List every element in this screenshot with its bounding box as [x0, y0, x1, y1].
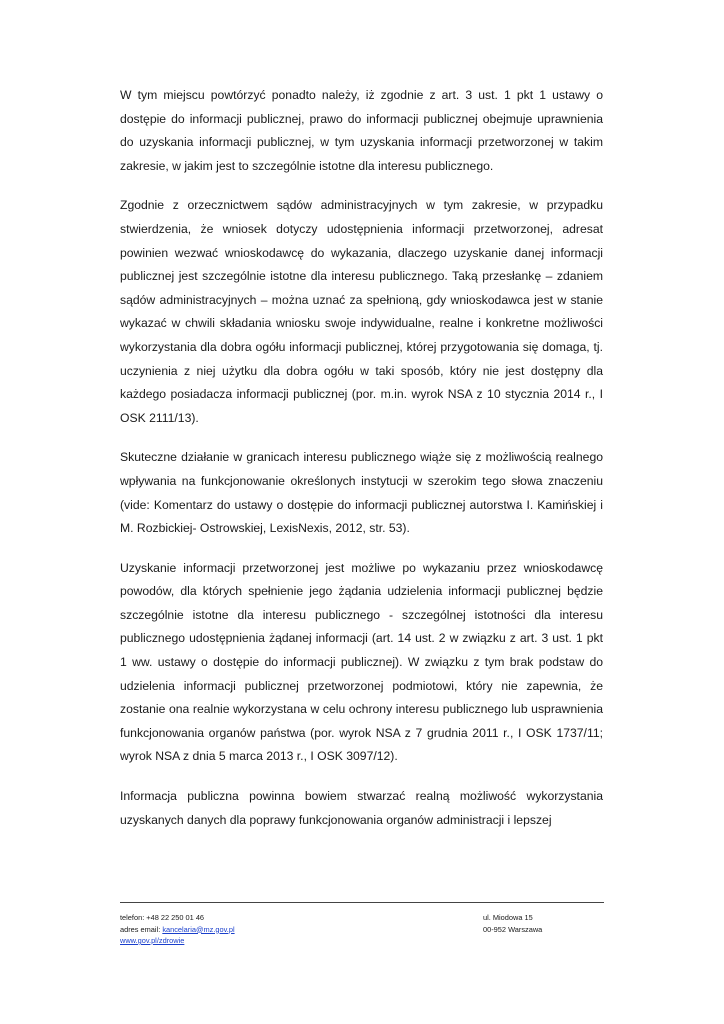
footer-website-link[interactable]: www.gov.pl/zdrowie [120, 936, 185, 945]
footer-phone: telefon: +48 22 250 01 46 [120, 913, 205, 922]
document-body [120, 84, 603, 848]
footer-email-line [120, 924, 420, 936]
paragraph-1: W tym miejscu powtórzyć ponadto należy, iż zgodnie z art. 3 ust. 1 pkt 1 ustawy o dostępie do informacji publicznej, prawo do informacji publicznej obejmuje uprawnienia do uzyskania informacji publicznej, w tym uzyskania informacji przetworzonej w takim zakresie, w jakim jest to szczególnie istotne dla interesu publicznego. [120, 88, 603, 173]
paragraph-5: Informacja publiczna powinna bowiem stwarzać realną możliwość wykorzystania uzyskanych danych dla poprawy funkcjonowania organów administracji i lepszej [120, 789, 603, 827]
footer-contact [120, 912, 420, 947]
paragraph-2: Zgodnie z orzecznictwem sądów administracyjnych w tym zakresie, w przypadku stwierdzenia, że wniosek dotyczy udostępnienia informacji przetworzonej, adresat powinien wezwać wnioskodawcę do wykazania, dlaczego uzyskanie danej informacji publicznej jest szczególnie istotne dla interesu publicznego. Taką przesłankę – zdaniem sądów administracyjnych – można uznać za spełnioną, gdy wnioskodawca jest w stanie wykazać w chwili składania wniosku swoje indywidualne, realne i konkretne możliwości wykorzystania dla dobra ogółu informacji publicznej, której przygotowania się domaga, tj. uczynienia z niej użytku dla dobra ogółu w taki sposób, który nie jest dostępny dla każdego posiadacza informacji publicznej (por. m.in. wyrok NSA z 10 stycznia 2014 r., I OSK 2111/13). [120, 198, 603, 425]
footer-street: ul. Miodowa 15 [483, 913, 533, 922]
footer-email-label: adres email: [120, 924, 163, 934]
footer-divider [120, 902, 604, 903]
footer-address [483, 912, 603, 935]
footer-email-link[interactable]: kancelaria@mz.gov.pl [162, 924, 235, 934]
footer-city: 00-952 Warszawa [483, 924, 543, 934]
paragraph-4: Uzyskanie informacji przetworzonej jest możliwe po wykazaniu przez wnioskodawcę powodów, dla których spełnienie jego żądania udzielenia informacji publicznej będzie szczególnie istotne dla interesu publicznego - szczególnej istotności dla interesu publicznego udostępnienia żądanej informacji (art. 14 ust. 2 w związku z art. 3 ust. 1 pkt 1 ww. ustawy o dostępie do informacji publicznej). W związku z tym brak podstaw do udzielenia informacji publicznej przetworzonej podmiotowi, który nie zapewnia, że zostanie ona realnie wykorzystana w celu ochrony interesu publicznego lub usprawnienia funkcjonowania organów państwa (por. wyrok NSA z 7 grudnia 2011 r., I OSK 1737/11; wyrok NSA z dnia 5 marca 2013 r., I OSK 3097/12). [120, 560, 603, 764]
paragraph-3: Skuteczne działanie w granicach interesu publicznego wiąże się z możliwością realnego wpływania na funkcjonowanie określonych instytucji w szerokim tego słowa znaczeniu (vide: Komentarz do ustawy o dostępie do informacji publicznej autorstwa I. Kamińskiej i M. Rozbickiej- Ostrowskiej, LexisNexis, 2012, str. 53). [120, 450, 603, 536]
